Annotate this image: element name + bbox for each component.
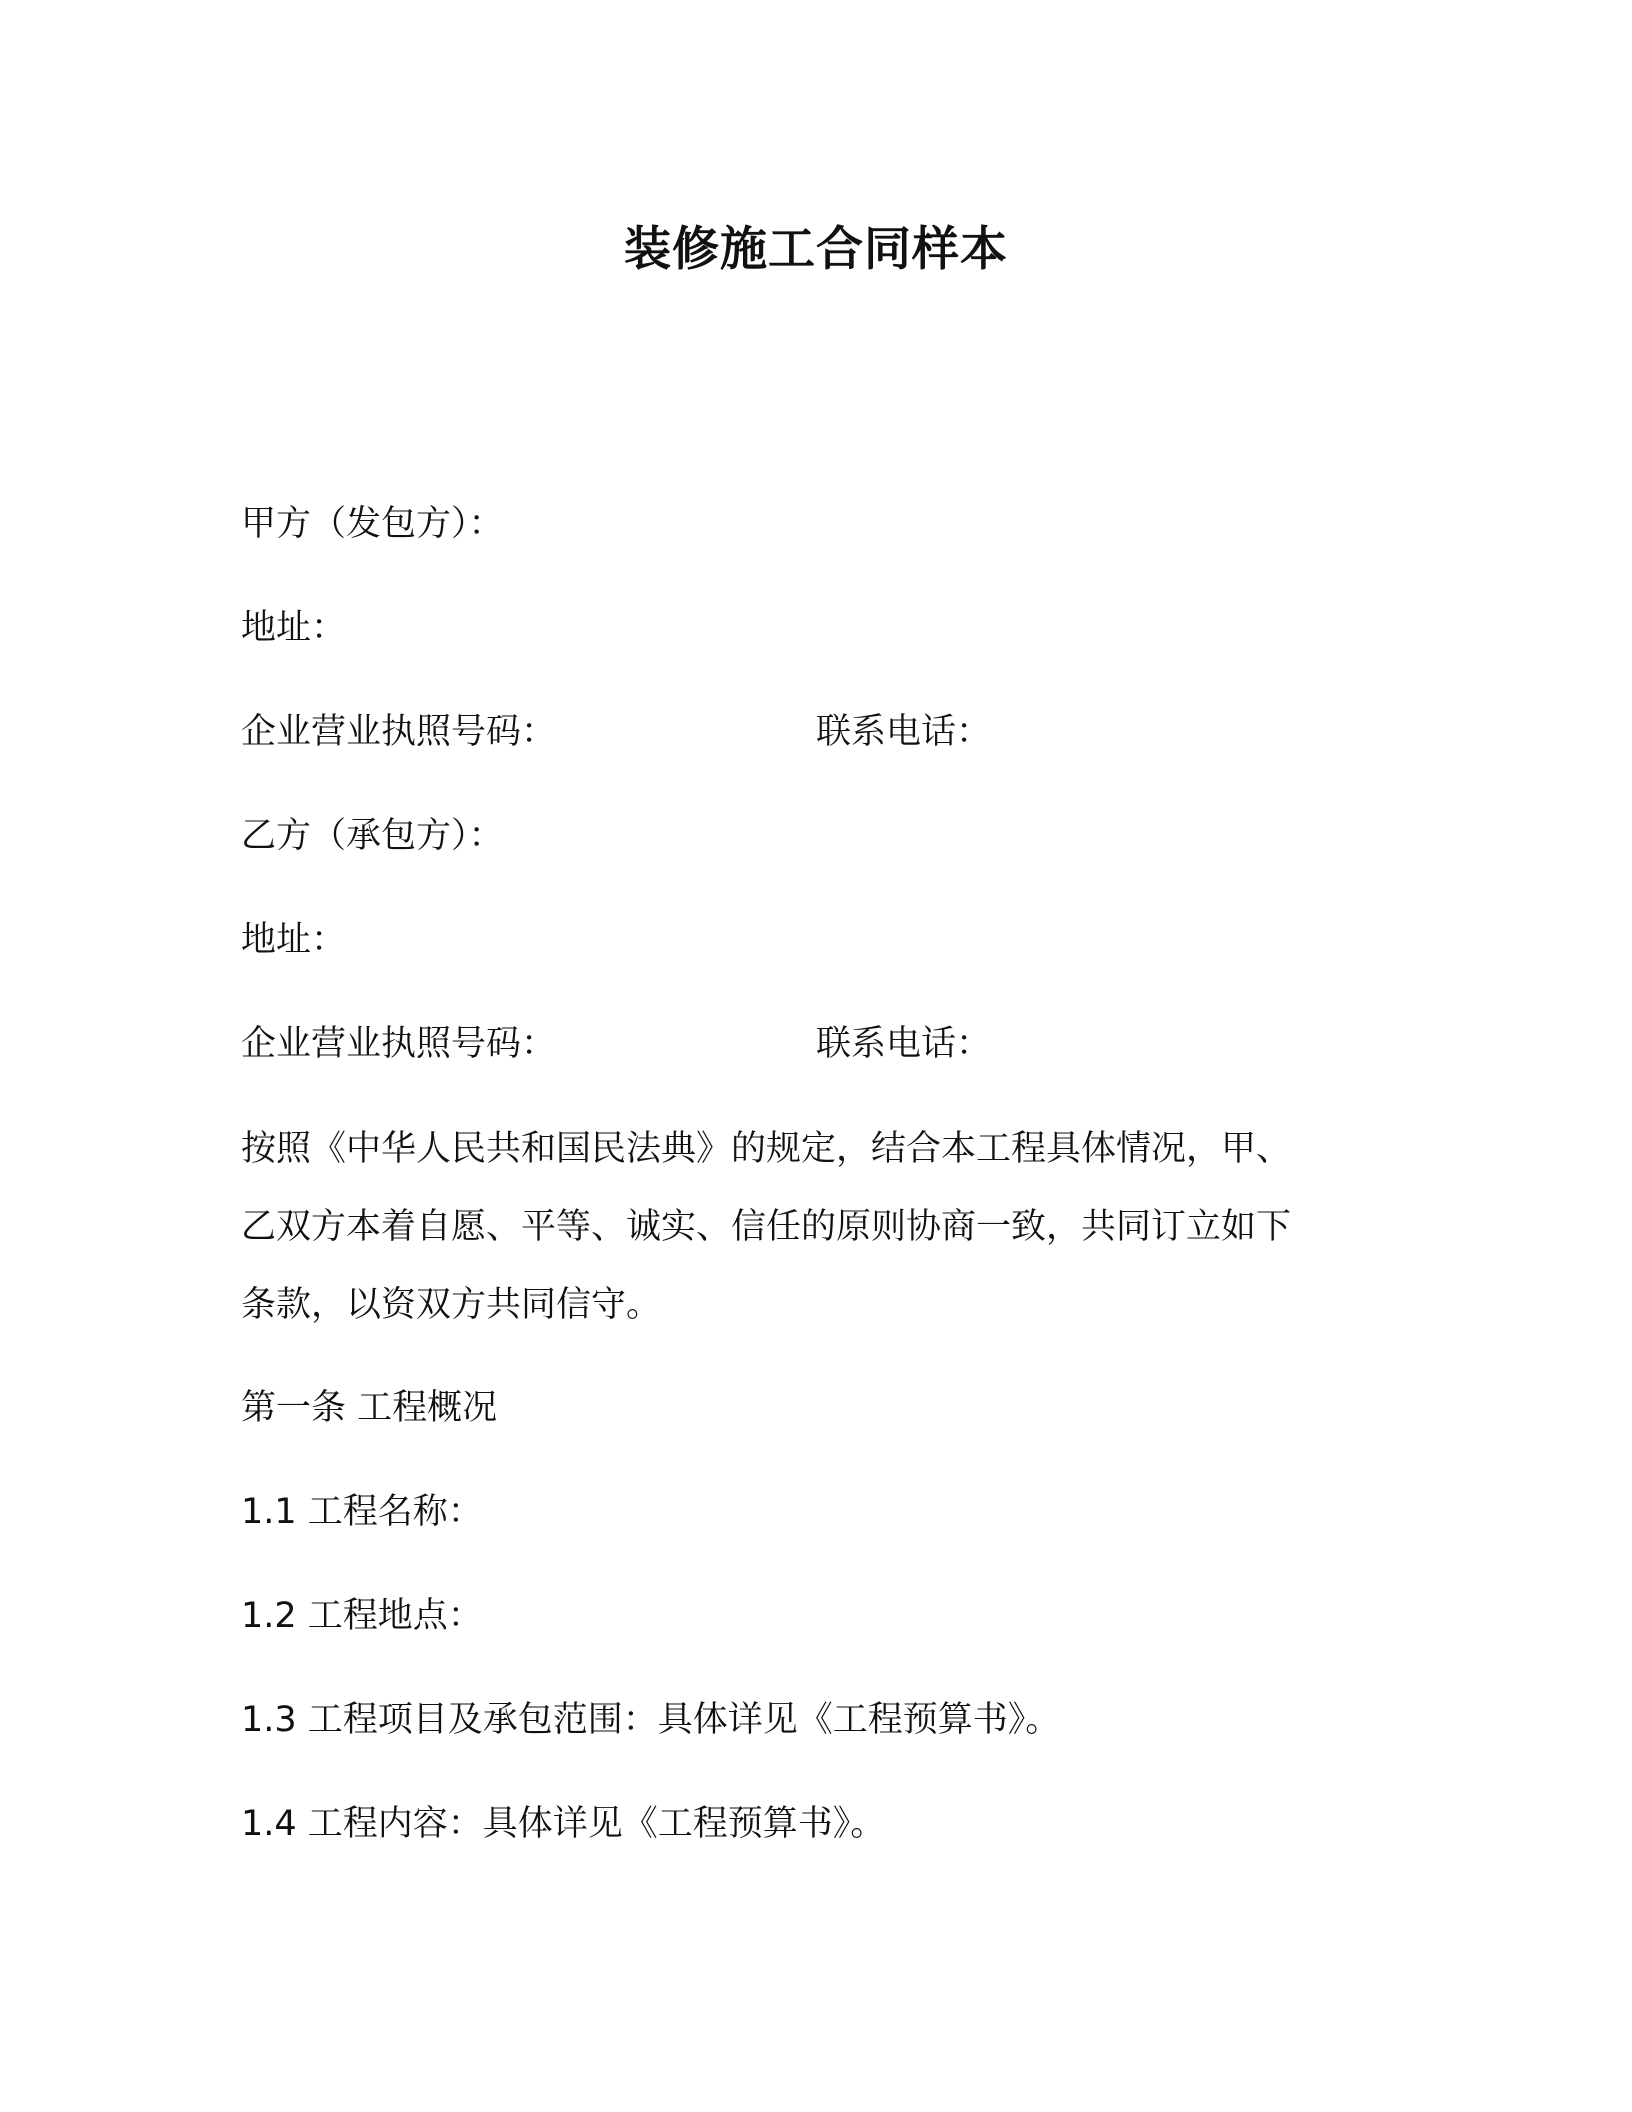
preamble-paragraph <box>241 1110 1371 1344</box>
preamble-line: 按照《中华人民共和国民法典》的规定，结合本工程具体情况，甲、 <box>241 1129 1292 1169</box>
party-b-address-label: 地址： <box>241 920 347 960</box>
party-b-label: 乙方（承包方）： <box>241 816 504 856</box>
party-b-phone-label: 联系电话： <box>816 1024 992 1064</box>
article-1-item: 1.2 工程地点： <box>241 1596 483 1636</box>
preamble-line: 乙双方本着自愿、平等、诚实、信任的原则协商一致，共同订立如下 <box>241 1207 1292 1247</box>
party-a-address-label: 地址： <box>241 608 347 648</box>
article-1-heading: 第一条 工程概况 <box>241 1388 498 1428</box>
article-1-item: 1.4 工程内容：具体详见《工程预算书》。 <box>241 1804 886 1844</box>
party-a-license-label: 企业营业执照号码： <box>241 712 557 752</box>
article-1-item: 1.1 工程名称： <box>241 1492 483 1532</box>
party-b-license-label: 企业营业执照号码： <box>241 1024 557 1064</box>
document-title: 装修施工合同样本 <box>624 222 1008 277</box>
party-a-phone-label: 联系电话： <box>816 712 992 752</box>
preamble-line: 条款，以资双方共同信守。 <box>241 1285 662 1325</box>
article-1-item: 1.3 工程项目及承包范围：具体详见《工程预算书》。 <box>241 1700 1061 1740</box>
party-a-label: 甲方（发包方）： <box>241 504 504 544</box>
